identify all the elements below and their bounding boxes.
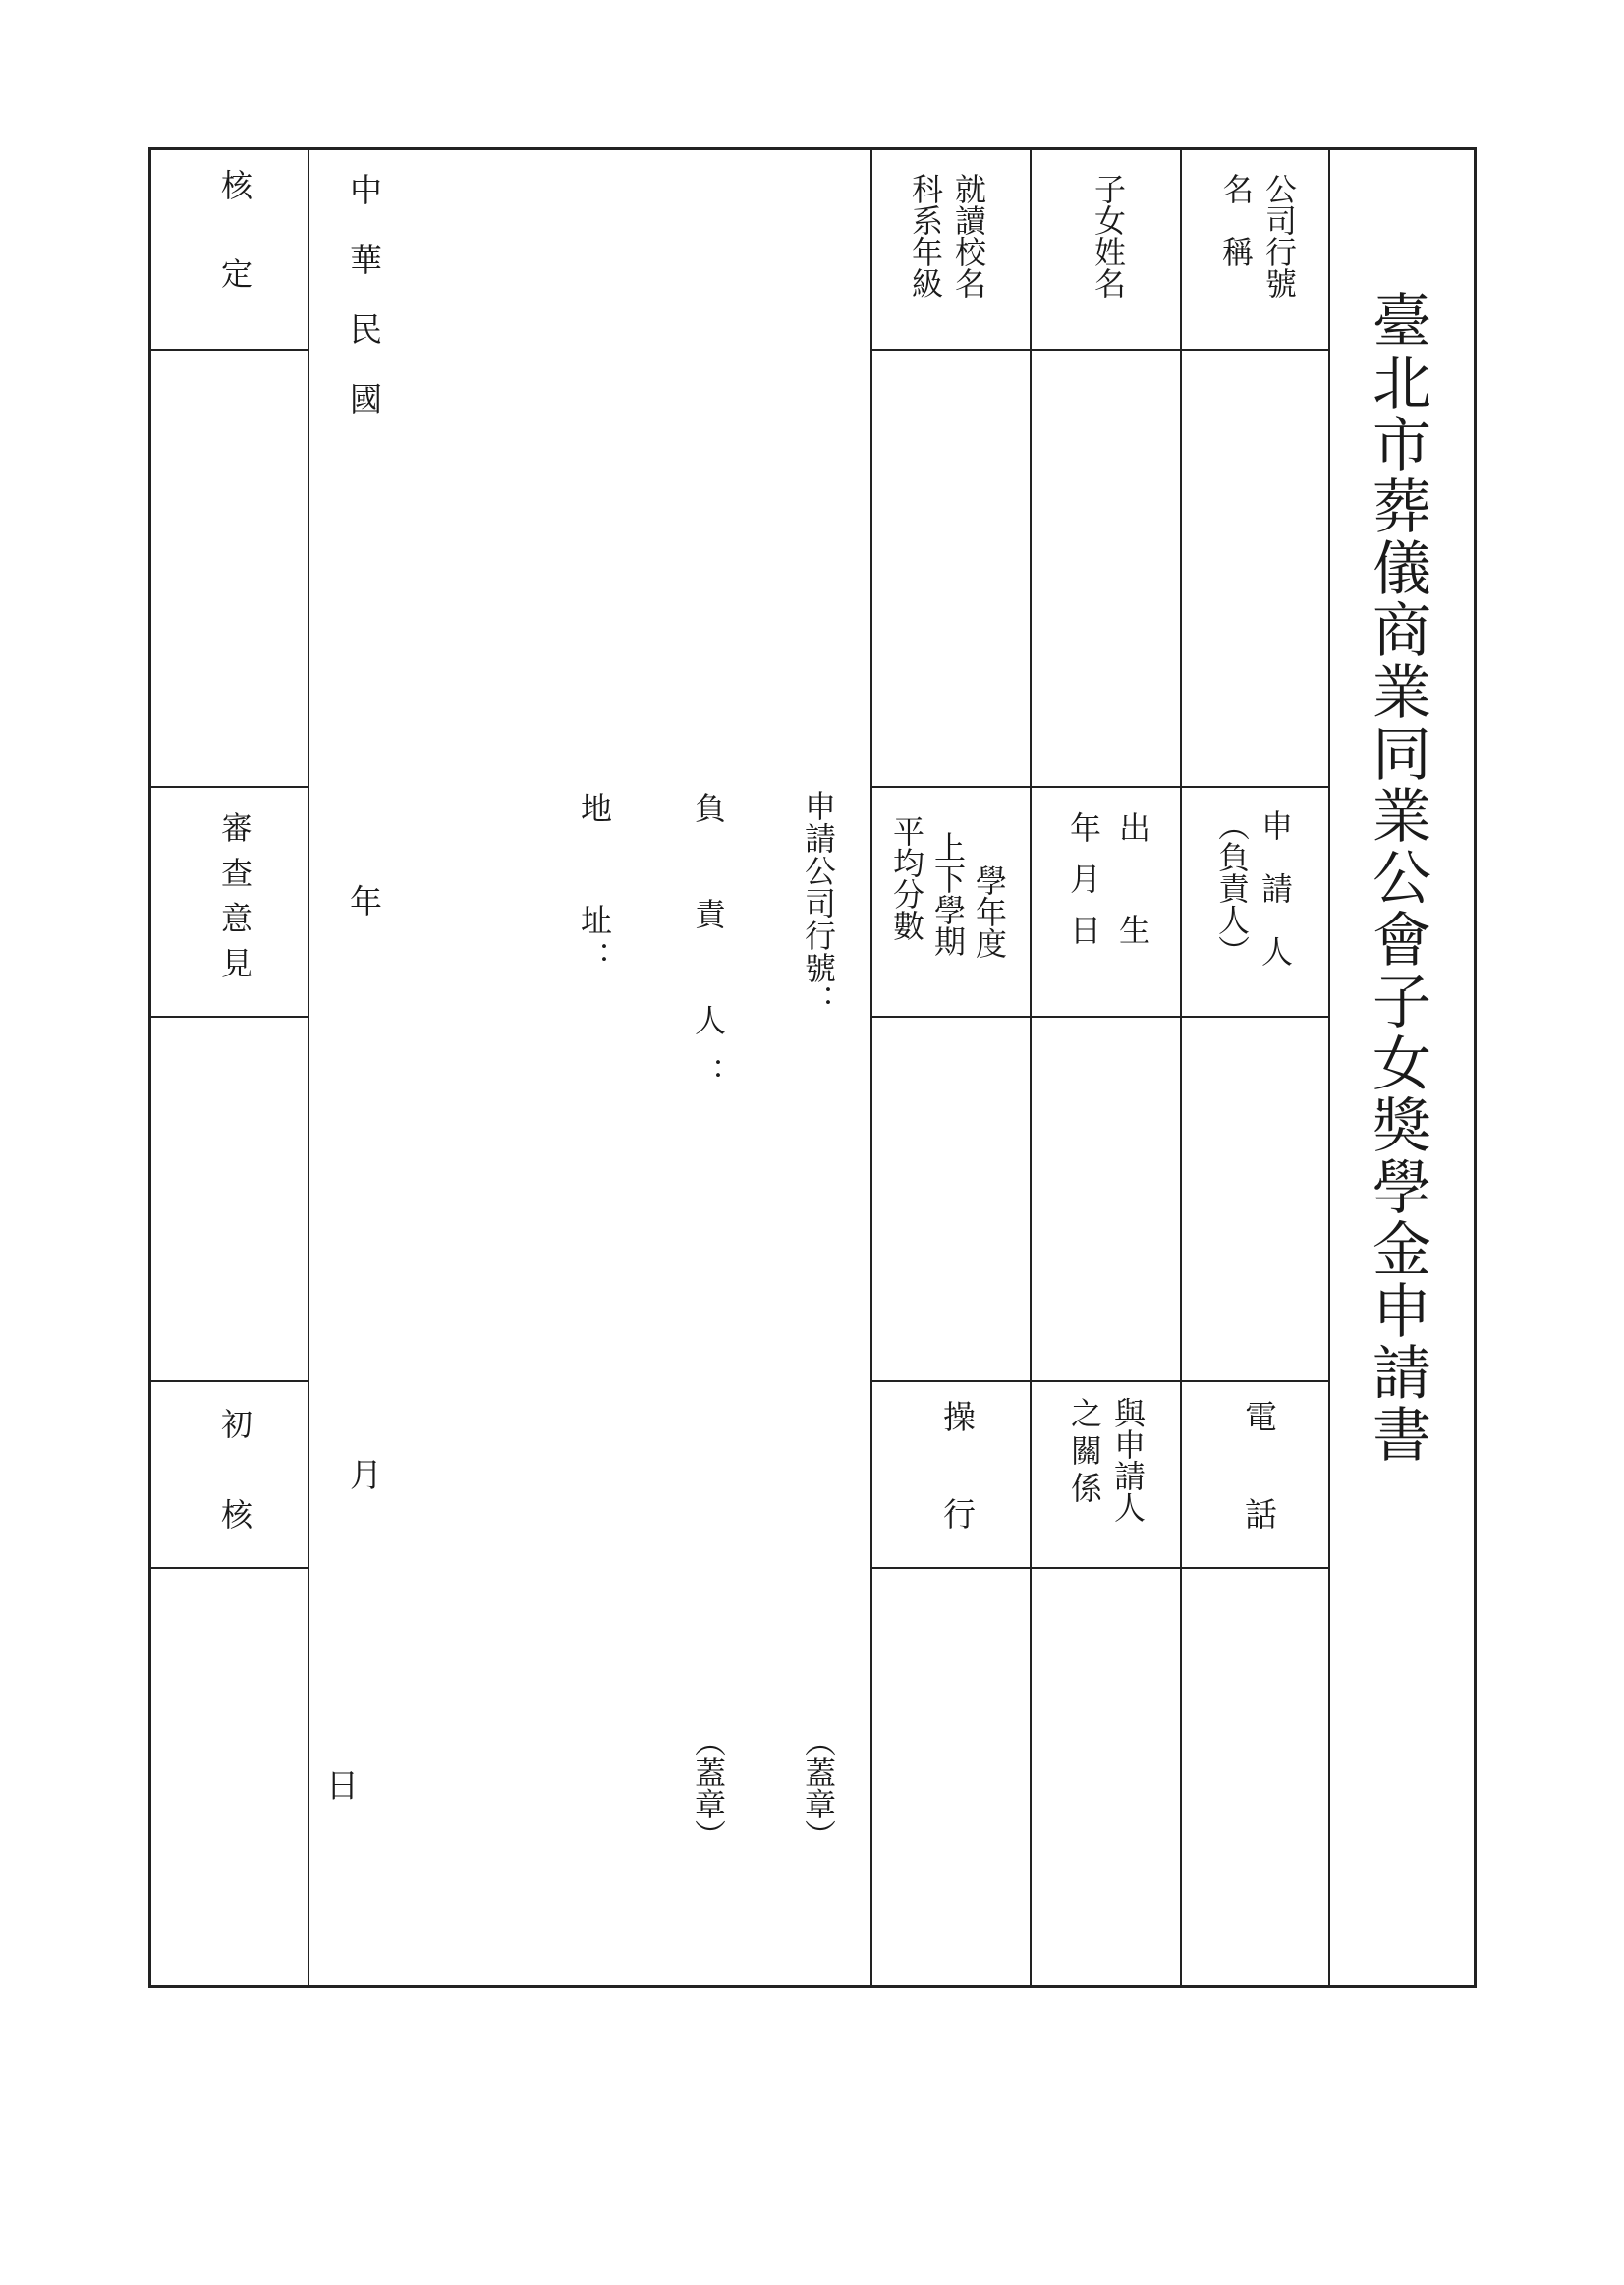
relation-label-line1: 與申請人 xyxy=(1109,1397,1147,1523)
company-name-label-line2: 名 稱 xyxy=(1217,173,1255,267)
column-divider xyxy=(308,147,309,1988)
score-label-line1: 學年度 xyxy=(971,864,1008,959)
row-divider xyxy=(870,786,1328,788)
row-divider xyxy=(148,1016,308,1018)
company-name-label-line1: 公司行號 xyxy=(1260,173,1298,299)
column-divider xyxy=(1180,147,1182,1988)
date-era-label: 中華民國 xyxy=(345,173,383,452)
row-divider xyxy=(870,1380,1328,1382)
date-day-label: 日 xyxy=(321,1768,360,1801)
company-name-label xyxy=(1214,173,1301,299)
birth-date-label xyxy=(1059,811,1157,965)
column-divider xyxy=(1328,147,1330,1988)
owner-field-label: 負 責 人： xyxy=(690,792,727,1110)
conduct-label: 操行 xyxy=(938,1400,977,1594)
score-label xyxy=(886,815,1010,959)
form-title: 臺北市葬儀商業同業公會子女獎學金申請書 xyxy=(1363,290,1431,1466)
company-seal-note: （蓋章） xyxy=(800,1725,837,1851)
column-divider xyxy=(870,147,872,1988)
row-divider xyxy=(870,349,1328,351)
applicant-label-line2: （負責人） xyxy=(1213,809,1251,967)
school-label-line1: 就讀校名 xyxy=(950,173,987,299)
relation-label xyxy=(1063,1397,1149,1523)
child-name-label: 子女姓名 xyxy=(1090,173,1127,299)
score-label-line2: 上下學期 xyxy=(929,831,967,957)
relation-label-line2: 之關係 xyxy=(1066,1397,1103,1509)
approve-label: 核定 xyxy=(216,169,253,346)
row-divider xyxy=(148,1380,308,1382)
column-divider xyxy=(1030,147,1032,1988)
row-divider xyxy=(870,1016,1328,1018)
owner-seal-note: （蓋章） xyxy=(690,1725,727,1851)
phone-label: 電話 xyxy=(1240,1400,1278,1594)
date-month-label: 月 xyxy=(345,1458,383,1490)
row-divider xyxy=(148,786,308,788)
score-label-line3: 平均分數 xyxy=(888,815,925,941)
address-field-label: 地 址： xyxy=(576,792,613,978)
applicant-label xyxy=(1210,809,1297,967)
applicant-label-line1: 申 請 人 xyxy=(1257,809,1294,967)
school-label-line2: 科系年級 xyxy=(907,173,944,299)
row-divider xyxy=(148,349,308,351)
date-year-label: 年 xyxy=(345,884,383,917)
school-label xyxy=(904,173,990,299)
birth-date-label-line1: 出 生 xyxy=(1114,811,1151,965)
company-field-label: 申請公司行號： xyxy=(800,790,837,1017)
birth-date-label-line2: 年月日 xyxy=(1065,811,1102,965)
review-opinion-label: 審查意見 xyxy=(216,811,253,992)
first-check-label: 初核 xyxy=(216,1408,253,1588)
